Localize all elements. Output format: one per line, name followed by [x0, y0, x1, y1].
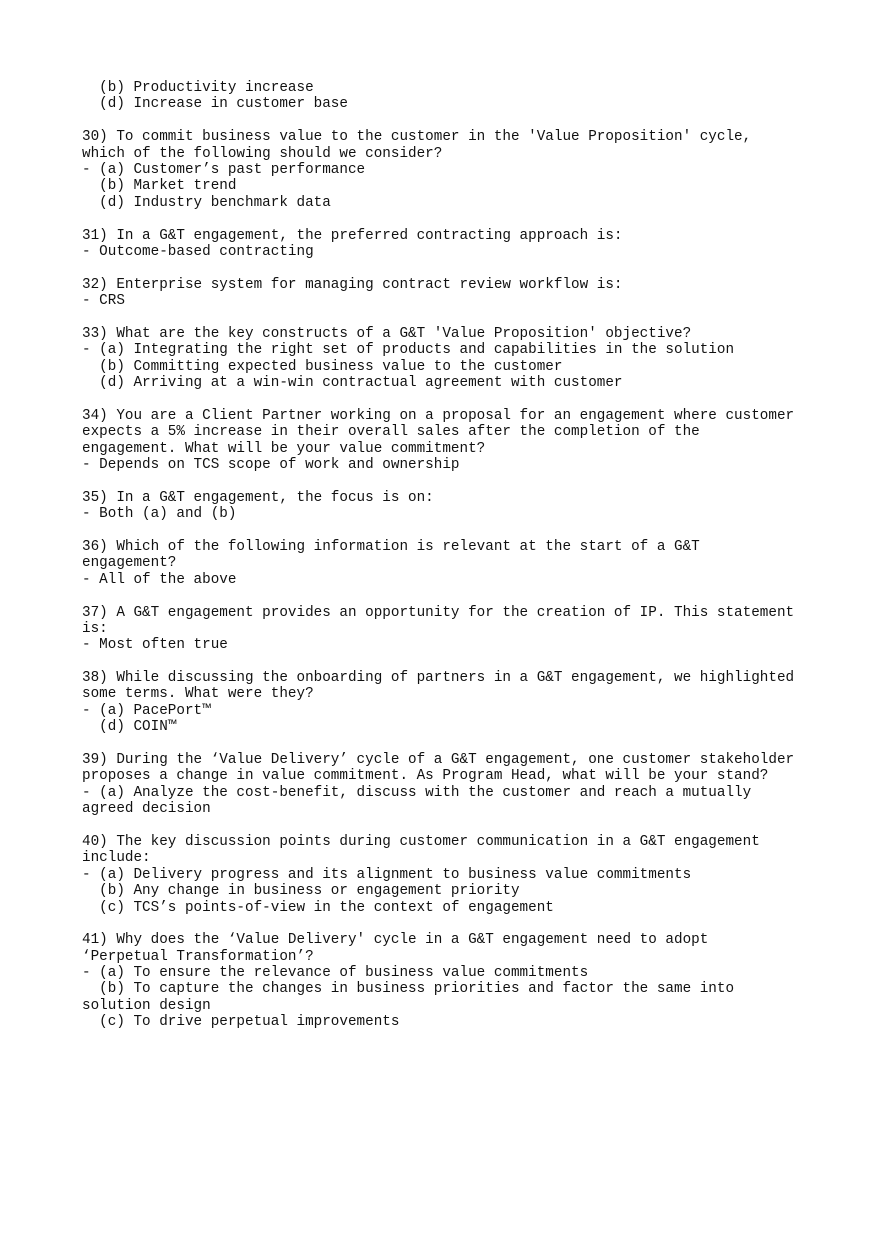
answer-line: - (a) Integrating the right set of products and capabilities in the solution — [82, 342, 735, 359]
answer-line: - CRS — [82, 293, 125, 310]
answer-line: agreed decision — [82, 801, 211, 818]
question-text: 37) A G&T engagement provides an opportunity for the creation of IP. This statement — [82, 604, 795, 621]
question-36 — [82, 539, 862, 588]
answer-line: (b) Committing expected business value to the customer — [82, 358, 563, 375]
question-text: 41) Why does the ‘Value Delivery' cycle in a G&T engagement need to adopt — [82, 932, 709, 949]
answer-line: - All of the above — [82, 571, 237, 588]
question-text: 39) During the ‘Value Delivery’ cycle of a G&T engagement, one customer stakeholder — [82, 752, 795, 769]
question-34 — [82, 408, 862, 474]
question-39 — [82, 752, 862, 818]
answer-line: - (a) PacePort™ — [82, 702, 211, 719]
question-text: 40) The key discussion points during customer communication in a G&T engagement — [82, 833, 760, 850]
answer-line: - Outcome-based contracting — [82, 243, 314, 260]
answer-line: - (a) Customer’s past performance — [82, 161, 366, 178]
answer-line: (d) COIN™ — [82, 719, 177, 736]
answer-line: - Most often true — [82, 637, 228, 654]
question-text: some terms. What were they? — [82, 686, 314, 703]
question-text: is: — [82, 620, 108, 637]
question-text: which of the following should we consider? — [82, 145, 443, 162]
answer-line: (b) To capture the changes in business priorities and factor the same into — [82, 981, 735, 998]
question-32 — [82, 277, 862, 310]
answer-line: (d) Arriving at a win-win contractual agreement with customer — [82, 375, 623, 392]
answer-line: solution design — [82, 997, 211, 1014]
question-text: 32) Enterprise system for managing contract review workflow is: — [82, 276, 623, 293]
question-text: engagement. What will be your value commitment? — [82, 440, 486, 457]
question-text: 35) In a G&T engagement, the focus is on: — [82, 489, 434, 506]
question-text: include: — [82, 850, 151, 867]
document-page — [82, 80, 862, 1047]
question-text: 33) What are the key constructs of a G&T 'Value Proposition' objective? — [82, 325, 692, 342]
lead-in-options — [82, 80, 862, 113]
answer-line: (d) Industry benchmark data — [82, 194, 331, 211]
answer-line: (c) To drive perpetual improvements — [82, 1014, 400, 1031]
question-text: 36) Which of the following information is relevant at the start of a G&T — [82, 538, 700, 555]
answer-line: (d) Increase in customer base — [82, 96, 348, 113]
question-text: proposes a change in value commitment. As Program Head, what will be your stand? — [82, 768, 769, 785]
answer-line: - Both (a) and (b) — [82, 506, 237, 523]
question-31 — [82, 228, 862, 261]
answer-line: (b) Productivity increase — [82, 80, 314, 96]
answer-line: - Depends on TCS scope of work and ownership — [82, 456, 460, 473]
question-33 — [82, 326, 862, 392]
question-text: 38) While discussing the onboarding of partners in a G&T engagement, we highlighted — [82, 670, 795, 687]
question-30 — [82, 129, 862, 211]
answer-line: - (a) To ensure the relevance of business value commitments — [82, 965, 589, 982]
answer-line: - (a) Delivery progress and its alignment to business value commitments — [82, 866, 692, 883]
question-text: 30) To commit business value to the customer in the 'Value Proposition' cycle, — [82, 129, 752, 146]
answer-line: (b) Market trend — [82, 178, 237, 195]
answer-line: (b) Any change in business or engagement priority — [82, 883, 520, 900]
question-38 — [82, 670, 862, 736]
question-text: expects a 5% increase in their overall sales after the completion of the — [82, 424, 700, 441]
question-text: ‘Perpetual Transformation’? — [82, 948, 314, 965]
question-text: engagement? — [82, 555, 177, 572]
answer-line: (c) TCS’s points-of-view in the context of engagement — [82, 899, 554, 916]
question-40 — [82, 834, 862, 916]
question-37 — [82, 605, 862, 654]
question-41 — [82, 932, 862, 1030]
question-text: 31) In a G&T engagement, the preferred contracting approach is: — [82, 227, 623, 244]
question-35 — [82, 490, 862, 523]
answer-line: - (a) Analyze the cost-benefit, discuss with the customer and reach a mutually — [82, 784, 752, 801]
question-text: 34) You are a Client Partner working on a proposal for an engagement where customer — [82, 407, 795, 424]
